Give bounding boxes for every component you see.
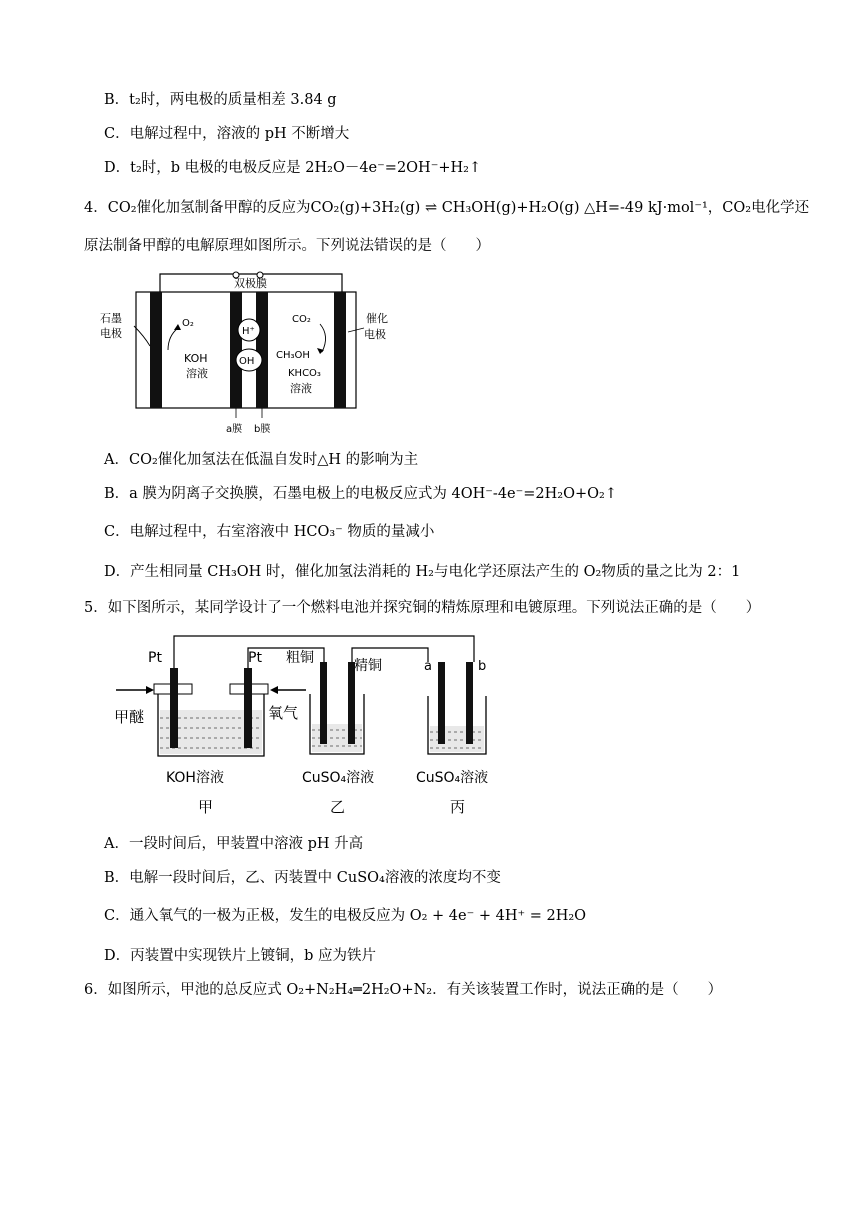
- b-electrode-label: b: [478, 659, 487, 674]
- oxygen-label: 氧气: [268, 704, 299, 722]
- q4-stem-line1: 4．CO₂催化加氢制备甲醇的反应为CO₂(g)+3H₂(g) ⇌ CH₃OH(g)+H₂O(g) △H=-49 kJ·mol⁻¹，CO₂电化学还: [84, 200, 810, 216]
- q5-option-b: B．电解一段时间后，乙、丙装置中 CuSO₄溶液的浓度均不变: [104, 870, 501, 886]
- khco3-solution-label: 溶液: [290, 382, 312, 395]
- q5-option-d: D．丙装置中实现铁片上镀铜，b 应为铁片: [104, 948, 377, 964]
- pt-right-label: Pt: [248, 650, 262, 666]
- khco3-label: KHCO₃: [288, 368, 321, 379]
- q5-option-c: C．通入氧气的一极为正极，发生的电极反应为 O₂ + 4e⁻ + 4H⁺ = 2H₂O: [104, 908, 587, 924]
- a-membrane: [230, 292, 242, 408]
- left-electrode-label-2: 电极: [100, 327, 122, 340]
- a-membrane-label: a膜: [226, 424, 243, 435]
- a-electrode: [438, 662, 445, 744]
- o2-label: O₂: [182, 318, 194, 329]
- cuso4-solution-label-2: CuSO₄溶液: [416, 770, 489, 786]
- co2-label: CO₂: [292, 314, 311, 325]
- electrolysis-diagram: [98, 266, 408, 442]
- crude-copper-label: 粗铜: [286, 650, 314, 666]
- q3-option-d: D．t₂时，b 电极的电极反应是 2H₂O－4e⁻=2OH⁻+H₂↑: [104, 160, 482, 176]
- koh-solution-label: KOH溶液: [166, 770, 224, 786]
- bipolar-membrane-label: 双极膜: [234, 277, 267, 290]
- right-electrode-label-1: 催化: [366, 312, 388, 325]
- catalytic-electrode: [334, 292, 346, 408]
- oh-ion-label: OH: [239, 356, 255, 367]
- left-electrode-label-1: 石墨: [100, 312, 122, 325]
- q3-option-c: C．电解过程中，溶液的 pH 不断增大: [104, 126, 350, 142]
- yi-label: 乙: [330, 798, 346, 816]
- bing-label: 丙: [450, 798, 466, 816]
- pt-electrode-left: [170, 668, 178, 748]
- pt-left-label: Pt: [148, 650, 162, 666]
- q4-option-a: A．CO₂催化加氢法在低温自发时△H 的影响为主: [104, 452, 419, 468]
- cuso4-solution-label-1: CuSO₄溶液: [302, 770, 375, 786]
- ch3oh-label: CH₃OH: [276, 350, 310, 361]
- q4-option-d: D．产生相同量 CH₃OH 时，催化加氢法消耗的 H₂与电化学还原法产生的 O₂物质的量之比为 2：1: [104, 564, 741, 580]
- ether-label: 甲醚: [114, 708, 145, 726]
- q4-option-c: C．电解过程中，右室溶液中 HCO₃⁻ 物质的量减小: [104, 524, 435, 540]
- jia-label: 甲: [198, 798, 214, 816]
- pt-electrode-right: [244, 668, 252, 748]
- b-membrane: [256, 292, 268, 408]
- crude-copper-electrode: [320, 662, 327, 744]
- koh-solution-label: 溶液: [186, 367, 208, 380]
- pure-copper-electrode: [348, 662, 355, 744]
- a-electrode-label: a: [424, 659, 432, 674]
- fuel-cell-diagram: [110, 632, 510, 822]
- right-electrode-label-2: 电极: [364, 328, 386, 341]
- q5-option-a: A．一段时间后，甲装置中溶液 pH 升高: [104, 836, 364, 852]
- b-electrode: [466, 662, 473, 744]
- pure-copper-label: 精铜: [354, 658, 382, 674]
- q6-stem: 6．如图所示，甲池的总反应式 O₂+N₂H₄═2H₂O+N₂．有关该装置工作时，说法正确的是（ ）: [84, 982, 723, 998]
- q5-stem: 5．如下图所示，某同学设计了一个燃料电池并探究铜的精炼原理和电镀原理。下列说法正确的是（ ）: [84, 600, 761, 616]
- koh-label: KOH: [184, 352, 208, 365]
- q4-option-b: B．a 膜为阴离子交换膜，石墨电极上的电极反应式为 4OH⁻-4e⁻=2H₂O+O₂↑: [104, 486, 618, 502]
- h-ion-label: H⁺: [242, 326, 255, 337]
- q3-option-b: B．t₂时，两电极的质量相差 3.84 g: [104, 92, 337, 108]
- q4-stem-line2: 原法制备甲醇的电解原理如图所示。下列说法错误的是（ ）: [84, 238, 490, 254]
- graphite-electrode: [150, 292, 162, 408]
- b-membrane-label: b膜: [254, 424, 271, 435]
